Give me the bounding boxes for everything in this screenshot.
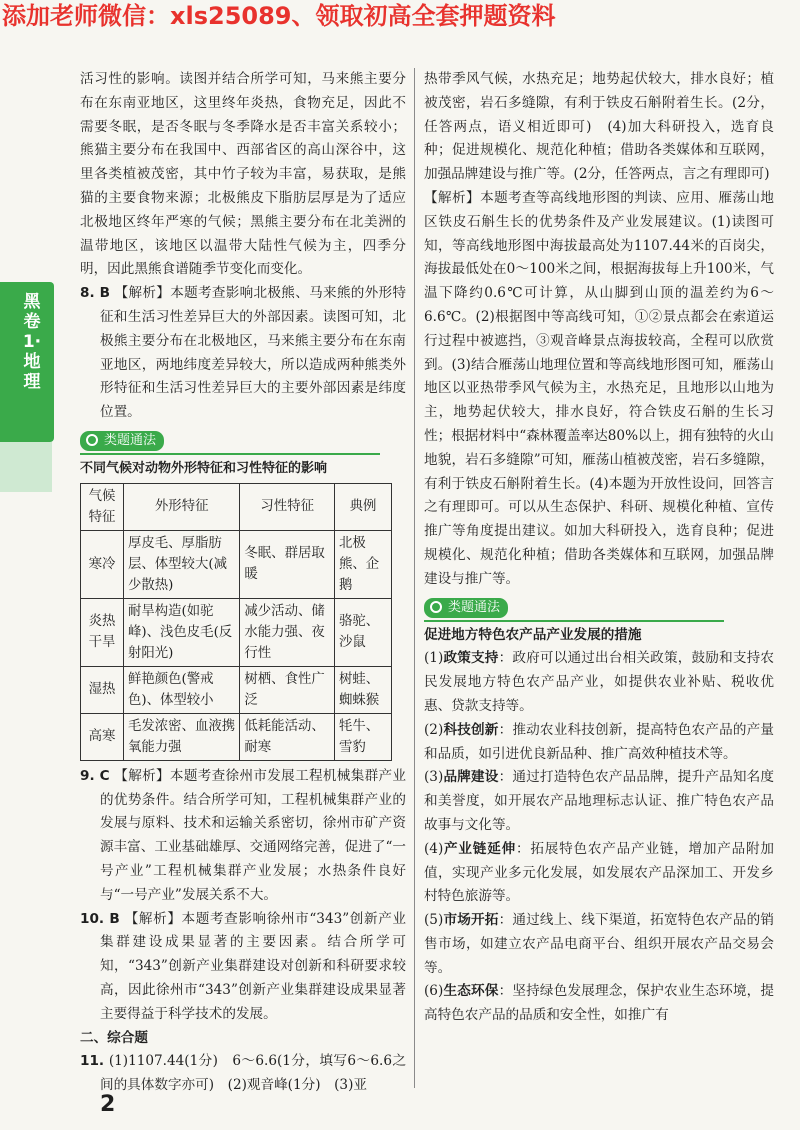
table-cell: 毛发浓密、血液携氧能力强 [124, 713, 240, 760]
table-header-row [81, 483, 392, 530]
table-header-cell: 典例 [335, 483, 392, 530]
table-cell: 厚皮毛、厚脂肪层、体型较大(减少散热) [124, 530, 240, 598]
table-cell: 低耗能活动、耐寒 [240, 713, 335, 760]
measure-item [424, 838, 774, 909]
table-cell: 冬眠、群居取暖 [240, 530, 335, 598]
question-9-text: 【解析】本题考查徐州市发展工程机械集群产业的优势条件。结合所学可知，工程机械集群产业的发展与原料、技术和运输关系密切，徐州市矿产资源丰富、工业基础雄厚、交通网络完善，促进了“一号产业”工程机械集群产业发展；水热条件良好与“一号产业”发展关系不大。 [100, 767, 407, 903]
measure-title: 政策支持 [443, 650, 499, 667]
top-watermark-banner: 添加老师微信：xls25089、领取初高全套押题资料 [2, 2, 556, 30]
table-cell: 鲜艳颜色(警戒色)、体型较小 [124, 666, 240, 713]
question-9 [80, 765, 406, 908]
measure-item [424, 909, 774, 980]
table-cell: 树蛙、蜘蛛猴 [335, 666, 392, 713]
magnifier-icon [86, 434, 98, 446]
table-title: 不同气候对动物外形特征和习性特征的影响 [80, 460, 328, 476]
answer-continuation: 热带季风气候，水热充足；地势起伏较大，排水良好；植被茂密，岩石多缝隙，有利于铁皮石斛附着生长。(2分，任答两点，语义相近即可) (4)加大科研投入，选育良种；促进规模化、规范化种植；借助各类媒体和互联网，加强品牌建设与推广等。(2分，任答两点，言之有理即可) [424, 71, 774, 183]
table-row [81, 598, 392, 666]
question-10 [80, 908, 406, 1027]
measure-item [424, 766, 774, 837]
left-column [80, 68, 406, 1098]
measure-index: (1) [424, 650, 444, 667]
question-11-text: (1)1107.44(1分) 6～6.6(1分，填写6～6.6之间的具体数字亦可) (2)观音峰(1分) (3)亚 [100, 1053, 406, 1094]
table-cell: 北极熊、企鹅 [335, 530, 392, 598]
side-tab-stub [0, 442, 52, 492]
magnifier-icon [430, 601, 442, 613]
question-11 [80, 1050, 406, 1098]
method-tag-1-underline [80, 453, 380, 455]
measure-title: 市场开拓 [443, 912, 499, 929]
question-9-number: 9. C [80, 767, 110, 784]
measure-text: ：坚持绿色发展理念，保护农业生态环境，提高特色农产品的品质和安全性，如推广有 [424, 983, 775, 1024]
page-number: 2 [100, 1092, 116, 1117]
measure-index: (5) [424, 912, 444, 929]
question-8-text: 【解析】本题考查影响北极熊、马来熊的外形特征和生活习性差异巨大的外部因素。读图可知，北极熊主要分布在北极地区，马来熊主要分布在东南亚地区，两地纬度差异较大，所以造成两种熊类外形特征和生活习性差异巨大的主要外部因素是纬度位置。 [100, 285, 407, 421]
measure-title: 品牌建设 [443, 769, 499, 786]
method-tag-1-label: 类题通法 [104, 432, 157, 448]
measure-index: (3) [424, 769, 444, 786]
measure-index: (2) [424, 721, 444, 738]
measure-item [424, 719, 774, 767]
measure-item [424, 647, 774, 718]
method-tag-2-label: 类题通法 [448, 599, 501, 615]
measure-item [424, 980, 774, 1028]
measure-text: ：拓展特色农产品产业链，增加产品附加值，实现产业多元化发展，如发展农产品深加工、开发乡村特色旅游等。 [424, 840, 775, 905]
measure-title: 科技创新 [443, 721, 499, 738]
measures-title: 促进地方特色农产品产业发展的措施 [424, 626, 642, 643]
table-row [81, 666, 392, 713]
method-tag-1 [80, 431, 164, 451]
measure-text: ：通过线上、线下渠道，拓宽特色农产品的销售市场，如建立农产品电商平台、组织开展农产品交易会等。 [424, 912, 775, 976]
analysis-paragraph: 【解析】本题考查等高线地形图的判读、应用、雁荡山地区铁皮石斛生长的优势条件及产业发展建议。(1)读图可知，等高线地形图中海拔最高处为1107.44米的百岗尖，海拔最低处在0～100米之间，根据海拔每上升100米，气温下降约0.6℃可计算，从山脚到山顶的温差约为6～6.6℃。(2)根据图中等高线可知，①②景点都会在索道运行过程中被遮挡，③观音峰景点海拔较高，全程可以欣赏到。(3)结合雁荡山地理位置和等高线地形图可知，雁荡山地区以亚热带季风气候为主，水热充足，且地形以山地为主，地势起伏较大，排水良好，符合铁皮石斛的生长习性；根据材料中“森林覆盖率达80%以上，拥有独特的火山地貌，岩石多缝隙”可知，雁荡山植被茂密，岩石多缝隙，有利于铁皮石斛附着生长。(4)本题为开放性设问，回答言之有理即可。可以从生态保护、科研、规模化种植、宣传推广等角度提出建议。如加大科研投入，选育良种；促进规模化、规范化种植；借助各类媒体和互联网，加强品牌建设与推广等。 [424, 189, 774, 587]
measure-index: (4) [424, 840, 444, 857]
column-divider [414, 68, 415, 1088]
table-row [81, 713, 392, 760]
table-cell: 树栖、食性广泛 [240, 666, 335, 713]
measure-text: ：通过打造特色农产品品牌，提升产品知名度和美誉度，如开展农产品地理标志认证、推广特色农产品故事与文化等。 [424, 769, 775, 833]
table-cell: 寒冷 [81, 530, 124, 598]
table-header-cell: 习性特征 [240, 483, 335, 530]
table-row [81, 530, 392, 598]
method-tag-2 [424, 598, 508, 618]
question-10-number: 10. B [80, 910, 120, 927]
table-cell: 耐旱构造(如驼峰)、浅色皮毛(反射阳光) [124, 598, 240, 666]
table-cell: 炎热干旱 [81, 598, 124, 666]
table-header-cell: 外形特征 [124, 483, 240, 530]
table-cell: 湿热 [81, 666, 124, 713]
intro-paragraph: 活习性的影响。读图并结合所学可知，马来熊主要分布在东南亚地区，这里终年炎热，食物充足，因此不需要冬眠，是否冬眠与冬季降水是否丰富关系较小；熊猫主要分布在我国中、西部省区的高山深谷中，这里各类植被茂密，其中竹子较为丰富，易获取，是熊猫的主要食物来源；北极熊皮下脂肪层厚是为了适应北极地区终年严寒的气候；黑熊主要分布在北美洲的温带地区，该地区以温带大陆性气候为主，四季分明，因此黑熊食谱随季节变化而变化。 [80, 71, 406, 278]
side-tab-label: 黑卷1·地理 [22, 292, 42, 392]
question-10-text: 【解析】本题考查影响徐州市“343”创新产业集群建设成果显著的主要因素。结合所学可知，“343”创新产业集群建设对创新和科研要求较高，因此徐州市“343”创新产业集群建设成果显著主要得益于科学技术的发展。 [100, 910, 406, 1022]
method-tag-2-underline [424, 620, 724, 622]
measure-index: (6) [424, 983, 444, 1000]
climate-animal-table [80, 483, 392, 761]
table-header-cell: 气候特征 [81, 483, 124, 530]
measure-text: ：推动农业科技创新，提高特色农产品的产量和品质，如引进优良新品种、推广高效种植技术等。 [424, 721, 775, 762]
table-cell: 骆驼、沙鼠 [335, 598, 392, 666]
right-column [424, 68, 774, 1028]
table-cell: 减少活动、储水能力强、夜行性 [240, 598, 335, 666]
section-heading-comprehensive: 二、综合题 [80, 1029, 148, 1046]
measure-title: 产业链延伸 [443, 840, 516, 857]
question-11-number: 11. [80, 1053, 105, 1070]
question-8 [80, 282, 406, 425]
question-8-number: 8. B [80, 285, 111, 302]
measure-text: ：政府可以通过出台相关政策，鼓励和支持农民发展地方特色农产品产业，如提供农业补贴、税收优惠、贷款支持等。 [424, 650, 775, 714]
table-cell: 牦牛、雪豹 [335, 713, 392, 760]
measure-title: 生态环保 [443, 983, 499, 1000]
table-cell: 高寒 [81, 713, 124, 760]
